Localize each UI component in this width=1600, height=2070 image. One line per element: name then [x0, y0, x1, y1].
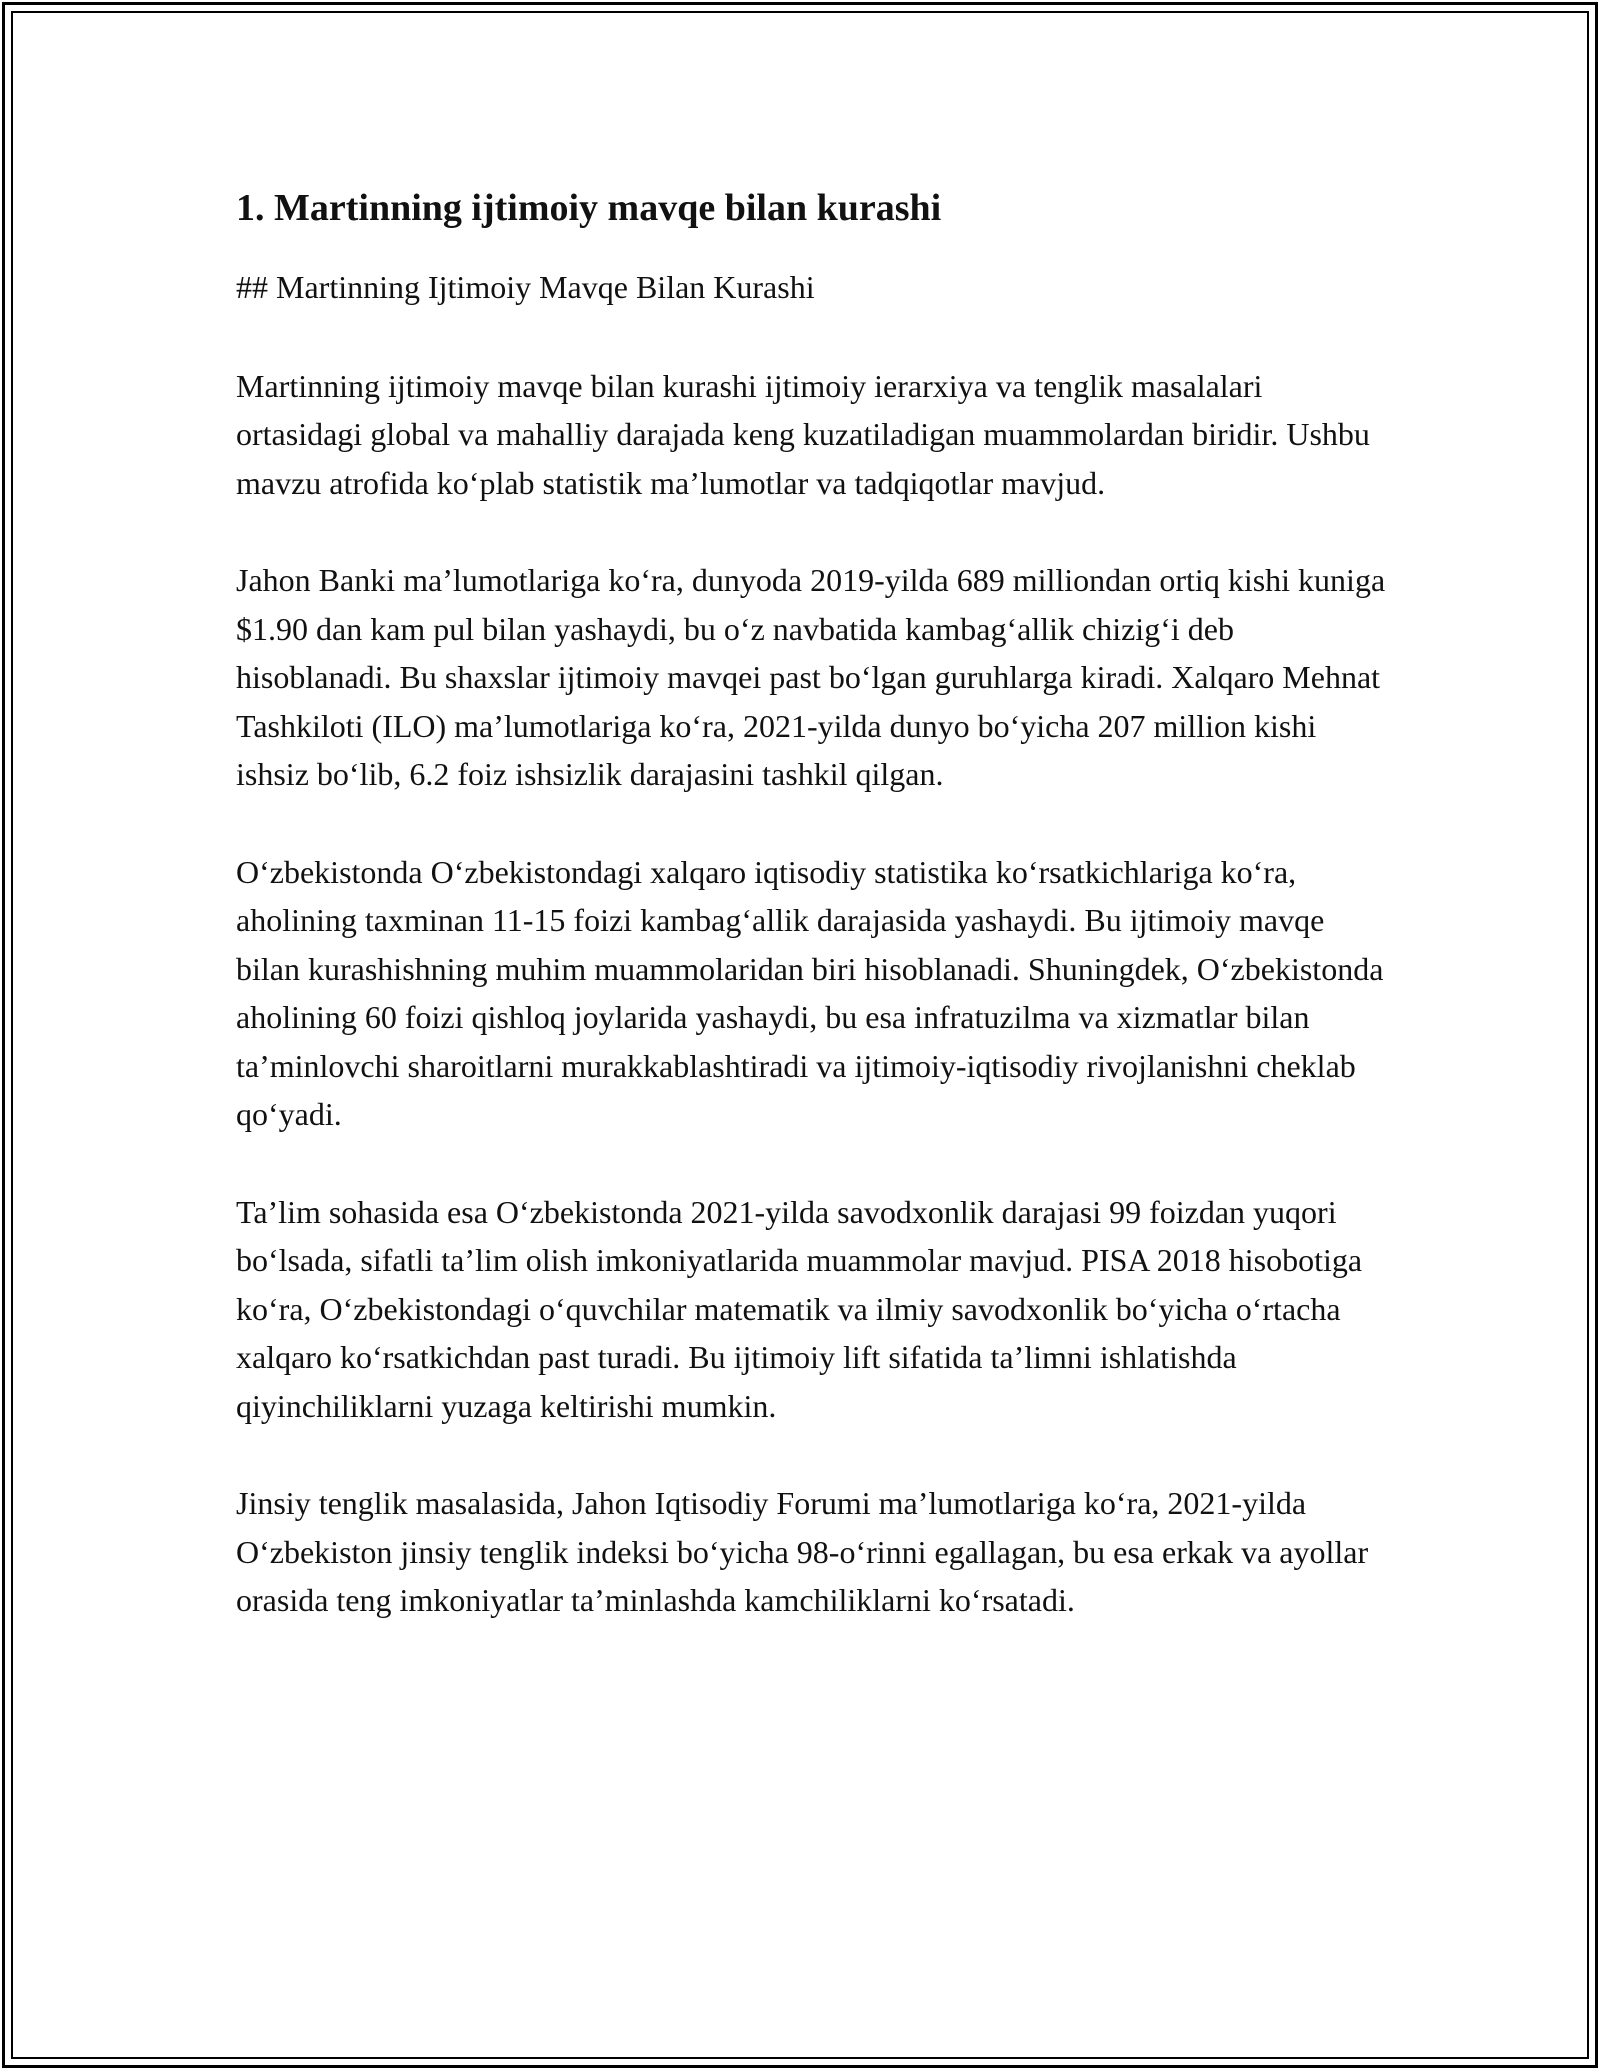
paragraph-uzbekistan-poverty: Oʻzbekistonda Oʻzbekistondagi xalqaro iqtisodiy statistika koʻrsatkichlariga koʻra, aholining taxminan 11-15 foizi kambagʻallik darajasida yashaydi. Bu ijtimoiy mavqe bilan kurashishning muhim muammolaridan biri hisoblanadi. Shuningdek, Oʻzbekistonda aholining 60 foizi qishloq joylarida yashaydi, bu esa infratuzilma va xizmatlar bilan taʼminlovchi sharoitlarni murakkablashtiradi va ijtimoiy-iqtisodiy rivojlanishni cheklab qoʻyadi.	[236, 853, 1384, 1133]
paragraph-world-bank: Jahon Banki maʼlumotlariga koʻra, dunyoda 2019-yilda 689 milliondan ortiq kishi kuniga $1.90 dan kam pul bilan yashaydi, bu oʻz navbatida kambagʻallik chizigʻi deb hisoblanadi. Bu shaxslar ijtimoiy mavqei past boʻlgan guruhlarga kiradi. Xalqaro Mehnat Tashkiloti (ILO) maʼlumotlariga koʻra, 2021-yilda dunyo boʻyicha 207 million kishi ishsiz boʻlib, 6.2 foiz ishsizlik darajasini tashkil qilgan.	[236, 562, 1386, 793]
document-body	[236, 186, 1386, 1674]
paragraph-education: Taʼlim sohasida esa Oʻzbekistonda 2021-yilda savodxonlik darajasi 99 foizdan yuqori boʻlsada, sifatli taʼlim olish imkoniyatlarida muammolar mavjud. PISA 2018 hisobotiga koʻra, Oʻzbekistondagi oʻquvchilar matematik va ilmiy savodxonlik boʻyicha oʻrtacha xalqaro koʻrsatkichdan past turadi. Bu ijtimoiy lift sifatida taʼlimni ishlatishda qiyinchiliklarni yuzaga keltirishi mumkin.	[236, 1193, 1363, 1424]
document-subtitle: ## Martinning Ijtimoiy Mavqe Bilan Kurashi	[236, 268, 815, 305]
paragraph-intro: Martinning ijtimoiy mavqe bilan kurashi ijtimoiy ierarxiya va tenglik masalalari ortasidagi global va mahalliy darajada keng kuzatiladigan muammolardan biridir. Ushbu mavzu atrofida koʻplab statistik maʼlumotlar va tadqiqotlar mavjud.	[236, 367, 1370, 501]
document-title: 1. Martinning ijtimoiy mavqe bilan kurashi	[236, 187, 942, 229]
paragraph-gender-equality: Jinsiy tenglik masalasida, Jahon Iqtisodiy Forumi maʼlumotlariga koʻra, 2021-yilda Oʻzbekiston jinsiy tenglik indeksi boʻyicha 98-oʻrinni egallagan, bu esa erkak va ayollar orasida teng imkoniyatlar taʼminlashda kamchiliklarni koʻrsatadi.	[236, 1485, 1369, 1619]
